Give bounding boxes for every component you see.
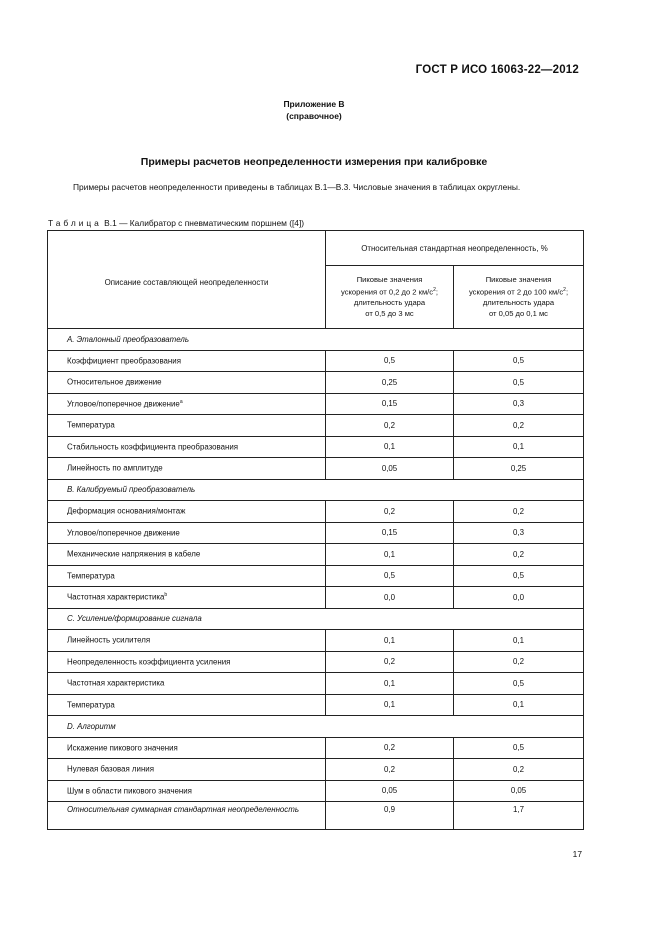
- row-value-1: 0,25: [326, 372, 454, 394]
- row-value-1: 0,5: [326, 350, 454, 372]
- row-value-1: 0,2: [326, 651, 454, 673]
- row-label: Шум в области пикового значения: [48, 780, 326, 802]
- uncertainty-table: [47, 230, 584, 830]
- header-col1-line1: Пиковые значения: [356, 274, 423, 284]
- section-title: Примеры расчетов неопределенности измерения при калибровке: [140, 156, 488, 168]
- table-caption: [48, 218, 304, 228]
- section-d-row: D. Алгоритм: [48, 716, 584, 738]
- row-label: Деформация основания/монтаж: [48, 501, 326, 523]
- row-value-1: 0,5: [326, 565, 454, 587]
- row-value-1: 0,2: [326, 501, 454, 523]
- row-label: Температура: [48, 415, 326, 437]
- row-label: Искажение пикового значения: [48, 737, 326, 759]
- row-label: Линейность по амплитуде: [48, 458, 326, 480]
- intro-paragraph: Примеры расчетов неопределенности приведены в таблицах В.1—В.3. Числовые значения в таблицах округлены.: [73, 182, 521, 192]
- header-col1-line4: от 0,5 до 3 мс: [365, 308, 414, 318]
- header-description: Описание составляющей неопределенности: [48, 231, 326, 329]
- appendix-heading: [0, 98, 628, 122]
- row-value-2: 0,2: [454, 544, 584, 566]
- row-label: Частотная характеристика: [48, 673, 326, 695]
- row-label: Угловое/поперечное движение$^a$: [48, 393, 326, 415]
- header-col2-line3: длительность удара: [482, 298, 555, 308]
- row-value-1: 0,1: [326, 544, 454, 566]
- total-value-1: 0,9: [326, 802, 454, 830]
- row-value-2: 0,1: [454, 630, 584, 652]
- row-value-2: 0,05: [454, 780, 584, 802]
- row-value-1: 0,2: [326, 737, 454, 759]
- header-col1-line3: длительность удара: [353, 298, 426, 308]
- table-caption-text: В.1 — Калибратор с пневматическим поршнем ([4]): [104, 218, 305, 228]
- row-value-2: 0,5: [454, 350, 584, 372]
- row-label: Температура: [48, 694, 326, 716]
- table-caption-word: Таблица: [48, 218, 102, 228]
- page-number: 17: [572, 849, 582, 859]
- row-value-1: 0,1: [326, 436, 454, 458]
- row-value-1: 0,1: [326, 694, 454, 716]
- header-col2: [454, 266, 584, 329]
- row-value-1: 0,05: [326, 458, 454, 480]
- header-col1-line2: ускорения от 0,2 до 2 $км/с^2$;: [340, 287, 438, 297]
- row-value-1: 0,2: [326, 415, 454, 437]
- header-col1: [326, 266, 454, 329]
- row-label: Стабильность коэффициента преобразования: [48, 436, 326, 458]
- row-value-2: 0,3: [454, 393, 584, 415]
- header-col2-line1: Пиковые значения: [485, 274, 552, 284]
- section-a-row: A. Эталонный преобразователь: [48, 329, 584, 351]
- row-label: Неопределенность коэффициента усиления: [48, 651, 326, 673]
- row-value-2: 0,5: [454, 673, 584, 695]
- section-b-row: B. Калибруемый преобразователь: [48, 479, 584, 501]
- row-value-1: 0,1: [326, 630, 454, 652]
- row-value-2: 0,5: [454, 737, 584, 759]
- table-body: [48, 329, 584, 830]
- row-label: Температура: [48, 565, 326, 587]
- header-group: Относительная стандартная неопределенность, %: [326, 231, 584, 266]
- row-value-2: 0,2: [454, 415, 584, 437]
- row-value-2: 0,5: [454, 372, 584, 394]
- row-value-2: 0,2: [454, 759, 584, 781]
- row-value-1: 0,2: [326, 759, 454, 781]
- standard-designation: ГОСТ Р ИСО 16063-22—2012: [415, 64, 579, 76]
- header-col2-line2: ускорения от 2 до 100 $км/с^2$;: [468, 287, 569, 297]
- row-value-1: 0,05: [326, 780, 454, 802]
- row-value-2: 0,2: [454, 501, 584, 523]
- header-col2-line4: от 0,05 до 0,1 мс: [489, 308, 548, 318]
- total-label: Относительная суммарная стандартная неопределенность: [48, 802, 326, 830]
- row-value-2: 0,3: [454, 522, 584, 544]
- row-value-2: 0,2: [454, 651, 584, 673]
- row-value-1: 0,15: [326, 522, 454, 544]
- row-label: Коэффициент преобразования: [48, 350, 326, 372]
- row-value-2: 0,5: [454, 565, 584, 587]
- row-label: Механические напряжения в кабеле: [48, 544, 326, 566]
- row-value-2: 0,25: [454, 458, 584, 480]
- section-c-row: C. Усиление/формирование сигнала: [48, 608, 584, 630]
- row-label: Частотная характеристика$^b$: [48, 587, 326, 609]
- row-label: Нулевая базовая линия: [48, 759, 326, 781]
- appendix-note: (справочное): [286, 111, 342, 121]
- total-value-2: 1,7: [454, 802, 584, 830]
- row-label: Линейность усилителя: [48, 630, 326, 652]
- row-label: Угловое/поперечное движение: [48, 522, 326, 544]
- row-value-1: 0,15: [326, 393, 454, 415]
- row-value-1: 0,0: [326, 587, 454, 609]
- appendix-title: Приложение В: [283, 99, 345, 109]
- row-value-2: 0,1: [454, 694, 584, 716]
- row-value-2: 0,0: [454, 587, 584, 609]
- row-value-2: 0,1: [454, 436, 584, 458]
- row-label: Относительное движение: [48, 372, 326, 394]
- row-value-1: 0,1: [326, 673, 454, 695]
